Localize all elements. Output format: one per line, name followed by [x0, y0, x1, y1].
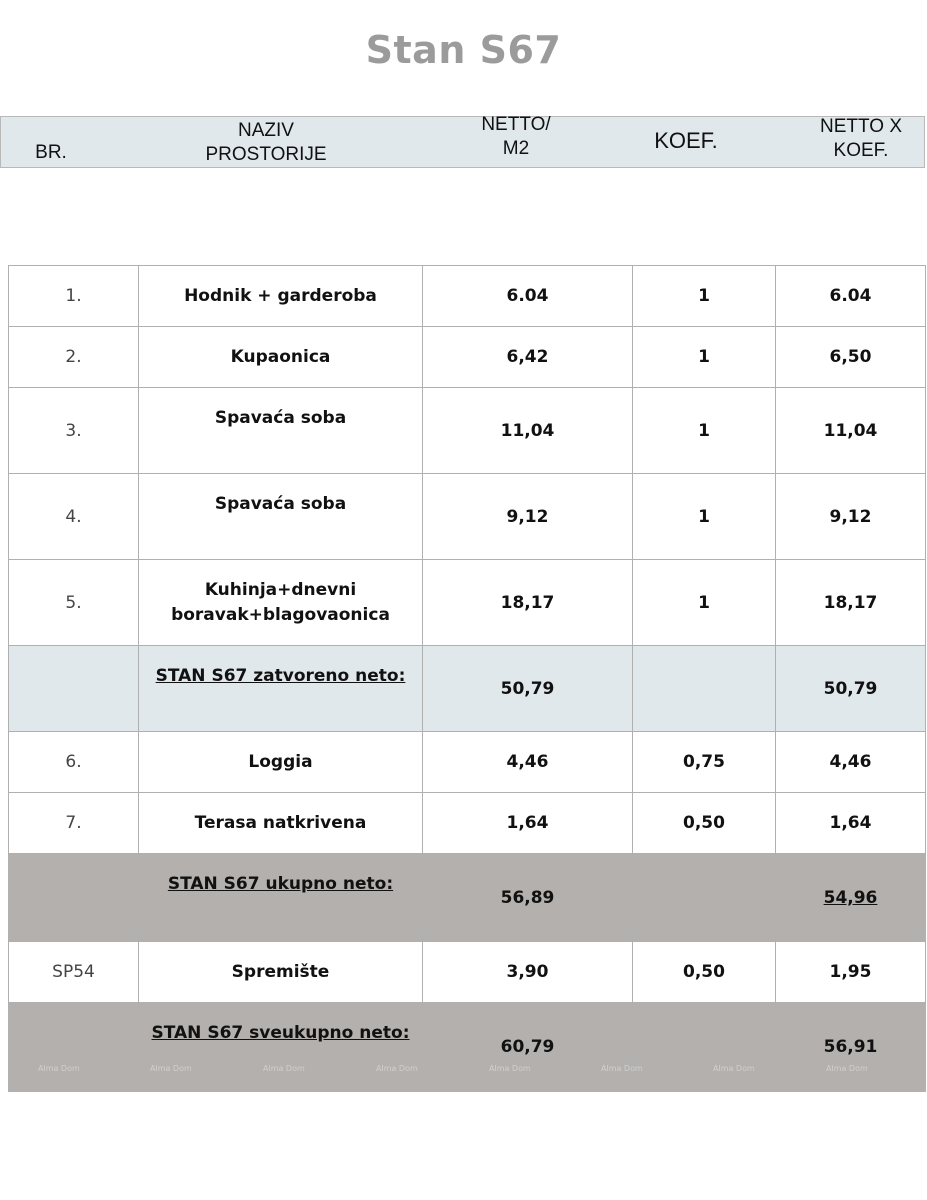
- cell-netto: 9,12: [422, 473, 633, 560]
- cell-total: 6.04: [775, 265, 926, 327]
- header-netto: [461, 113, 571, 161]
- cell-name-line1: Kuhinja+dnevni: [204, 579, 357, 600]
- cell-total: 11,04: [775, 387, 926, 474]
- watermark: Alma Dom: [376, 1064, 418, 1073]
- table-row: [8, 265, 926, 327]
- cell-name: Kupaonica: [138, 326, 423, 388]
- cell-koef: 1: [632, 559, 776, 646]
- watermark: Alma Dom: [713, 1064, 755, 1073]
- cell-koef: [632, 1002, 776, 1092]
- cell-name-line2: boravak+blagovaonica: [171, 604, 390, 625]
- total-row: [8, 853, 926, 942]
- header-netto-line1: NETTO/: [481, 114, 551, 135]
- cell-name: Spremište: [138, 941, 423, 1003]
- cell-netto: 56,89: [422, 853, 633, 942]
- header-naziv-line2: PROSTORIJE: [205, 144, 327, 165]
- cell-koef: 0,50: [632, 792, 776, 854]
- cell-total: 1,95: [775, 941, 926, 1003]
- header-br: BR.: [35, 142, 67, 163]
- cell-total: 9,12: [775, 473, 926, 560]
- cell-total: 18,17: [775, 559, 926, 646]
- watermark: Alma Dom: [150, 1064, 192, 1073]
- table-row: [8, 559, 926, 646]
- cell-name: [138, 645, 423, 732]
- cell-koef: 1: [632, 473, 776, 560]
- cell-koef: [632, 645, 776, 732]
- cell-name: Loggia: [138, 731, 423, 793]
- cell-netto: 3,90: [422, 941, 633, 1003]
- cell-koef: 1: [632, 326, 776, 388]
- header-koef: KOEF.: [654, 128, 718, 153]
- cell-total: 1,64: [775, 792, 926, 854]
- watermark: Alma Dom: [38, 1064, 80, 1073]
- total-value: 54,96: [823, 887, 878, 908]
- cell-name: Spavaća soba: [138, 473, 423, 560]
- header-naziv: [181, 119, 351, 167]
- table-row: [8, 473, 926, 560]
- watermark: Alma Dom: [263, 1064, 305, 1073]
- cell-name: [138, 853, 423, 942]
- cell-koef: [632, 853, 776, 942]
- cell-netto: 6.04: [422, 265, 633, 327]
- cell-koef: 1: [632, 387, 776, 474]
- watermark: Alma Dom: [601, 1064, 643, 1073]
- cell-br: 4.: [8, 473, 139, 560]
- header-nettox-line1: NETTO X: [820, 116, 902, 137]
- cell-netto: 60,79: [422, 1002, 633, 1092]
- cell-total: 6,50: [775, 326, 926, 388]
- grand-total-label: STAN S67 sveukupno neto:: [151, 1023, 410, 1043]
- cell-br: [8, 645, 139, 732]
- cell-netto: 11,04: [422, 387, 633, 474]
- cell-koef: 0,50: [632, 941, 776, 1003]
- watermark: Alma Dom: [489, 1064, 531, 1073]
- cell-name: [138, 559, 423, 646]
- cell-br: [8, 1002, 139, 1092]
- watermark: Alma Dom: [826, 1064, 868, 1073]
- header-netto-x-koef: [801, 115, 921, 163]
- table-row: [8, 387, 926, 474]
- cell-br: 7.: [8, 792, 139, 854]
- cell-koef: 1: [632, 265, 776, 327]
- cell-netto: 1,64: [422, 792, 633, 854]
- cell-br: 3.: [8, 387, 139, 474]
- cell-br: 1.: [8, 265, 139, 327]
- table-row: [8, 326, 926, 388]
- subtotal-row: [8, 645, 926, 732]
- header-netto-line2: M2: [502, 138, 530, 159]
- cell-total: [775, 853, 926, 942]
- cell-netto: 4,46: [422, 731, 633, 793]
- cell-br: 2.: [8, 326, 139, 388]
- cell-br: [8, 853, 139, 942]
- grand-total-row: [8, 1002, 926, 1092]
- table-row: [8, 731, 926, 793]
- table-row: [8, 941, 926, 1003]
- cell-netto: 50,79: [422, 645, 633, 732]
- cell-netto: 6,42: [422, 326, 633, 388]
- cell-br: SP54: [8, 941, 139, 1003]
- table-header: [0, 116, 925, 168]
- cell-netto: 18,17: [422, 559, 633, 646]
- cell-name: Terasa natkrivena: [138, 792, 423, 854]
- cell-koef: 0,75: [632, 731, 776, 793]
- cell-name: Hodnik + garderoba: [138, 265, 423, 327]
- cell-total: 50,79: [775, 645, 926, 732]
- cell-br: 5.: [8, 559, 139, 646]
- total-label: STAN S67 ukupno neto:: [167, 874, 394, 894]
- table-row: [8, 792, 926, 854]
- cell-total: 56,91: [775, 1002, 926, 1092]
- cell-br: 6.: [8, 731, 139, 793]
- header-nettox-line2: KOEF.: [833, 140, 889, 161]
- subtotal-label: STAN S67 zatvoreno neto:: [155, 666, 406, 686]
- cell-name: [138, 1002, 423, 1092]
- cell-total: 4,46: [775, 731, 926, 793]
- header-naziv-line1: NAZIV: [238, 120, 294, 141]
- page-title: Stan S67: [365, 28, 562, 72]
- cell-name: Spavaća soba: [138, 387, 423, 474]
